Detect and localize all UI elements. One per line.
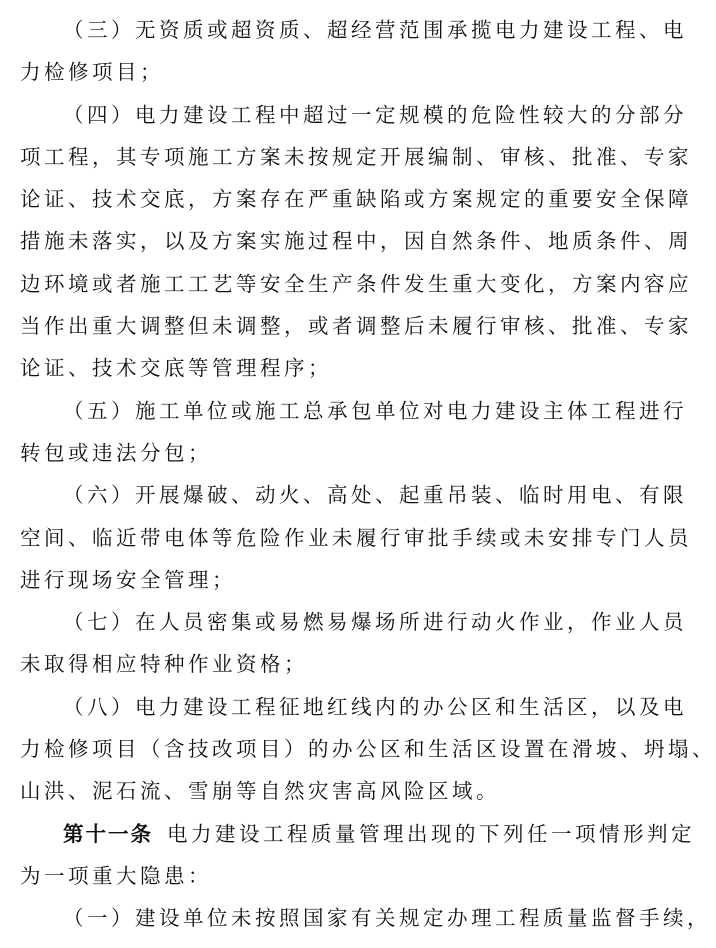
- text-line: 项工程，其专项施工方案未按规定开展编制、审核、批准、专家: [20, 144, 692, 169]
- text-line: 当作出重大调整但未调整，或者调整后未履行审核、批准、专家: [20, 314, 692, 339]
- text-line: 空间、临近带电体等危险作业未履行审批手续或未安排专门人员: [20, 525, 692, 550]
- text-line: 措施未落实，以及方案实施过程中，因自然条件、地质条件、周: [20, 229, 692, 254]
- text-line: 力检修项目；: [20, 60, 164, 85]
- text-line: 进行现场安全管理；: [20, 567, 236, 592]
- text-line: 为一项重大隐患：: [20, 863, 212, 888]
- text-line: 论证、技术交底，方案存在严重缺陷或方案规定的重要安全保障: [20, 187, 692, 212]
- text-line: （五）施工单位或施工总承包单位对电力建设主体工程进行: [63, 398, 687, 423]
- text-line: （八）电力建设工程征地红线内的办公区和生活区，以及电: [63, 694, 687, 719]
- text-line: （六）开展爆破、动火、高处、起重吊装、临时用电、有限: [63, 483, 687, 508]
- article-text: 电力建设工程质量管理出现的下列任一项情形判定: [167, 821, 695, 846]
- article-line: [20, 813, 695, 855]
- text-line: 边环境或者施工工艺等安全生产条件发生重大变化，方案内容应: [20, 271, 692, 296]
- text-line: （四）电力建设工程中超过一定规模的危险性较大的分部分: [63, 102, 687, 127]
- text-line: 未取得相应特种作业资格；: [20, 652, 308, 677]
- text-line: （一）建设单位未按照国家有关规定办理工程质量监督手续，: [63, 906, 711, 931]
- text-line: （七）在人员密集或易燃易爆场所进行动火作业，作业人员: [63, 610, 687, 635]
- text-line: 转包或违法分包；: [20, 440, 212, 465]
- text-line: 山洪、泥石流、雪崩等自然灾害高风险区域。: [20, 779, 500, 804]
- text-line: （三）无资质或超资质、超经营范围承揽电力建设工程、电: [63, 18, 687, 42]
- document-page: [20, 9, 716, 940]
- article-label: 第十一条: [63, 821, 153, 846]
- text-line: 论证、技术交底等管理程序；: [20, 356, 332, 381]
- text-line: 力检修项目（含技改项目）的办公区和生活区设置在滑坡、坍塌、: [20, 737, 716, 762]
